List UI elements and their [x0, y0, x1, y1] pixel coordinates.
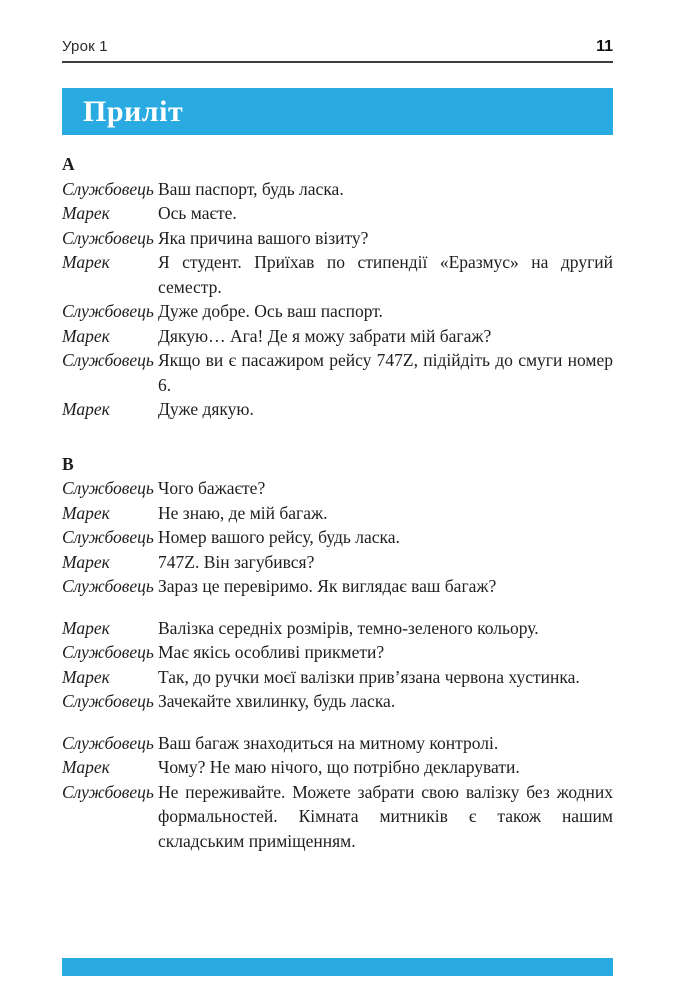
speaker-name: Марек — [62, 551, 110, 572]
speaker-name: Службовець — [62, 642, 154, 662]
dialogue-turn — [62, 665, 613, 690]
dialogue-turn — [62, 501, 613, 526]
dialogue-turn — [62, 755, 613, 780]
dialogue-group — [62, 731, 613, 854]
utterance-text: Має якісь особливі прикмети? — [158, 642, 385, 662]
speaker-name: Марек — [62, 399, 110, 419]
dialogue-section — [62, 152, 613, 422]
dialogue-turn — [62, 476, 613, 501]
speaker-name: Службовець — [62, 732, 154, 753]
speaker-name: Марек — [62, 757, 110, 777]
utterance-text: Яка причина вашого візиту? — [158, 227, 369, 248]
speaker-name: Службовець — [62, 227, 154, 248]
dialogue-group — [62, 476, 613, 599]
dialogue-turn — [62, 226, 613, 251]
utterance-text: Зараз це перевіримо. Як виглядає ваш багаж? — [158, 576, 497, 596]
utterance-text: Ваш паспорт, будь ласка. — [158, 178, 344, 199]
utterance-text: Я студент. Приїхав по стипендії «Еразмус» на другий семестр. — [158, 252, 613, 297]
chapter-banner — [62, 88, 613, 135]
utterance-text: Якщо ви є пасажиром рейсу 747Z, підійдіть до смуги номер 6. — [158, 350, 613, 395]
speaker-name: Марек — [62, 617, 110, 638]
utterance-text: Зачекайте хвилинку, будь ласка. — [158, 691, 396, 711]
utterance-text: Не знаю, де мій багаж. — [158, 502, 328, 523]
utterance-text: Дуже добре. Ось ваш паспорт. — [158, 301, 383, 321]
utterance-text: Дуже дякую. — [158, 399, 254, 419]
speaker-name: Службовець — [62, 478, 154, 498]
dialogue-group — [62, 616, 613, 714]
dialogue-content — [62, 152, 613, 853]
speaker-name: Службовець — [62, 781, 154, 802]
speaker-name: Службовець — [62, 301, 154, 321]
utterance-text: Ваш багаж знаходиться на митному контролі. — [158, 732, 499, 753]
dialogue-turn — [62, 299, 613, 324]
header-rule — [62, 61, 613, 63]
speaker-name: Марек — [62, 252, 110, 272]
dialogue-turn — [62, 689, 613, 714]
speaker-name: Службовець — [62, 576, 154, 596]
dialogue-turn — [62, 574, 613, 599]
speaker-name: Марек — [62, 325, 110, 346]
dialogue-turn — [62, 550, 613, 575]
speaker-name: Службовець — [62, 178, 154, 199]
utterance-text: Валізка середніх розмірів, темно-зеленого кольору. — [158, 617, 539, 638]
chapter-title: Приліт — [83, 94, 184, 128]
speaker-name: Службовець — [62, 691, 154, 711]
utterance-text: 747Z. Він загубився? — [158, 551, 315, 572]
dialogue-turn — [62, 201, 613, 226]
dialogue-turn — [62, 348, 613, 397]
running-head — [62, 38, 613, 56]
section-label: В — [62, 453, 74, 474]
speaker-name: Службовець — [62, 350, 154, 370]
dialogue-turn — [62, 250, 613, 299]
dialogue-turn — [62, 640, 613, 665]
utterance-text: Чому? Не маю нічого, що потрібно декларувати. — [158, 757, 520, 777]
dialogue-section — [62, 452, 613, 854]
utterance-text: Номер вашого рейсу, будь ласка. — [158, 527, 400, 547]
utterance-text: Дякую… Ага! Де я можу забрати мій багаж? — [158, 325, 492, 346]
utterance-text: Чого бажаєте? — [158, 478, 266, 498]
lesson-label: Урок 1 — [62, 38, 108, 55]
page-number: 11 — [596, 38, 613, 55]
speaker-name: Марек — [62, 666, 110, 687]
speaker-name: Марек — [62, 203, 110, 223]
dialogue-turn — [62, 177, 613, 202]
dialogue-turn — [62, 731, 613, 756]
dialogue-turn — [62, 324, 613, 349]
utterance-text: Не переживайте. Можете забрати свою валізку без жодних формальностей. Кімната митників є також нашим складським приміщенням. — [158, 781, 613, 851]
dialogue-turn — [62, 525, 613, 550]
dialogue-turn — [62, 397, 613, 422]
footer-accent-bar — [62, 958, 613, 976]
dialogue-group — [62, 177, 613, 422]
utterance-text: Ось маєте. — [158, 203, 237, 223]
speaker-name: Марек — [62, 502, 110, 523]
speaker-name: Службовець — [62, 527, 154, 547]
utterance-text: Так, до ручки моєї валізки прив’язана червона хустинка. — [158, 666, 580, 687]
section-label: А — [62, 154, 75, 174]
dialogue-turn — [62, 780, 613, 854]
dialogue-turn — [62, 616, 613, 641]
